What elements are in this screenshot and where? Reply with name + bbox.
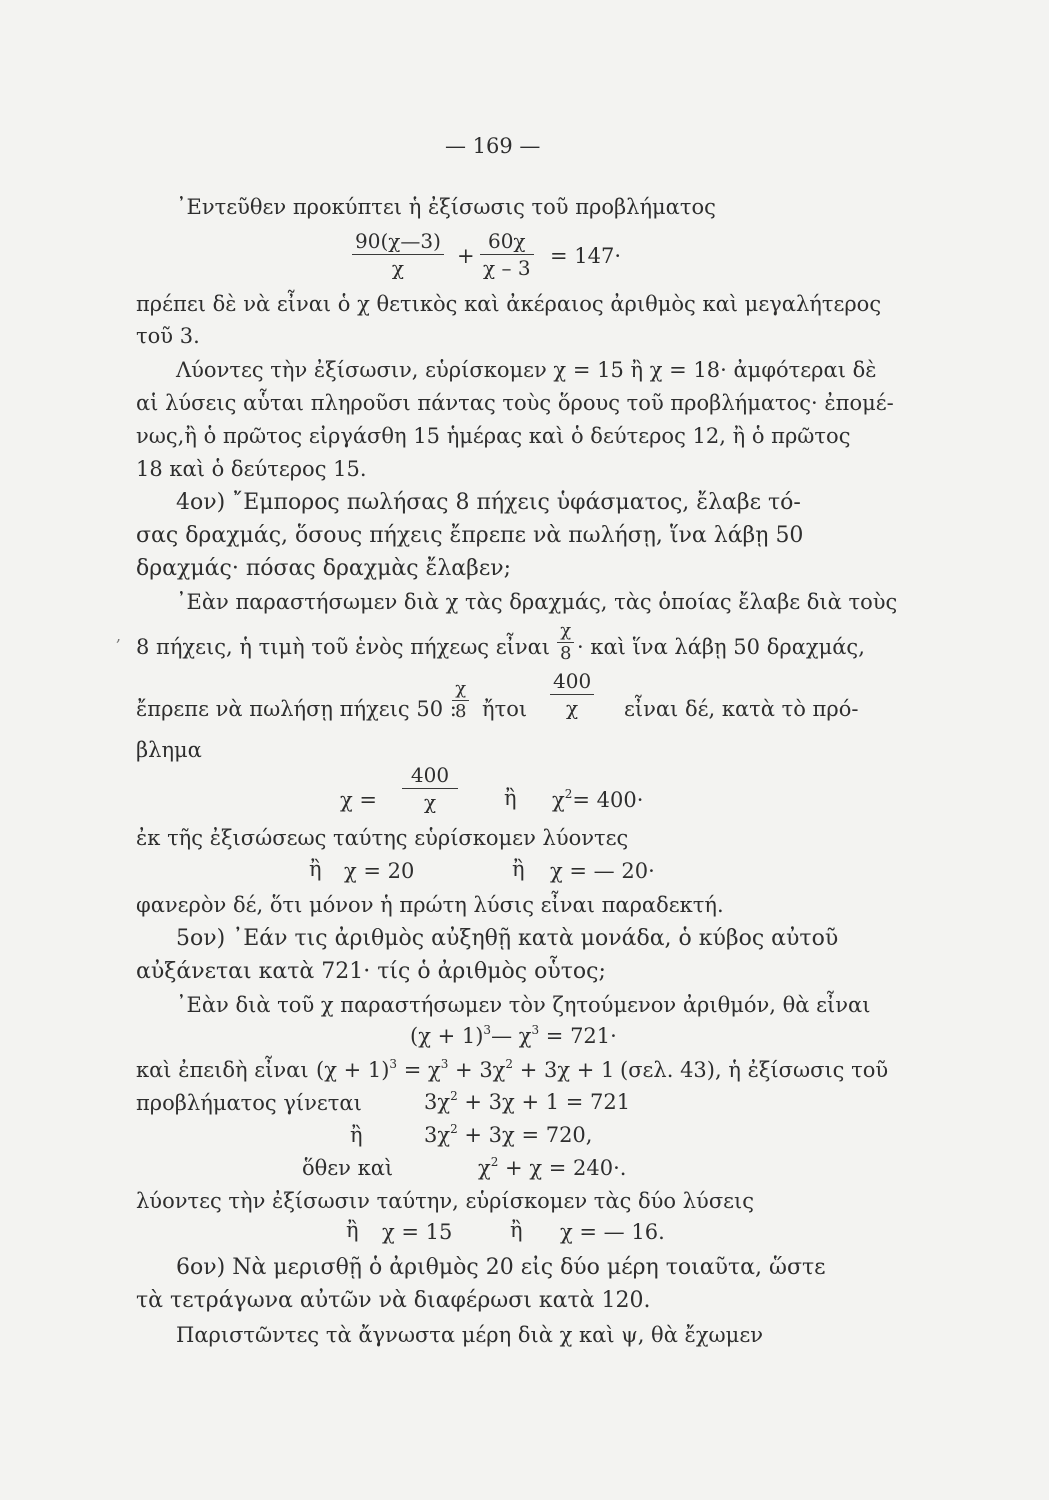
fraction [402,764,458,813]
text-line: 8 πήχεις, ἡ τιμὴ τοῦ ἑνὸς πήχεως εἶναι [136,635,551,659]
text-line: βλημα [136,738,202,762]
exponent: 3 [483,1023,492,1037]
text-line: ὅθεν καὶ [302,1156,394,1180]
text-line: (σελ. 43), ἡ ἐξίσωσις τοῦ [620,1058,889,1082]
variable: χ [552,788,565,812]
text-line: προβλήματος γίνεται [136,1091,362,1115]
denominator: χ [423,790,437,814]
or-word: ἢ [346,1218,359,1242]
fraction [452,680,469,721]
problem-heading: 5ον) ᾿Εάν τις ἀριθμὸς αὐξηθῇ κατὰ μονάδα, ὁ κύβος αὐτοῦ [176,926,839,951]
equation-term: (χ + 1) [410,1024,484,1048]
text-line: Λύοντες τὴν ἐξίσωσιν, εὑρίσκομεν χ = 15 ἢ χ = 18· ἀμφότεραι δὲ [176,358,877,382]
text-line: καὶ ἐπειδὴ εἶναι [136,1058,309,1082]
solution: χ = — 20· [550,859,655,883]
text-line: ᾿Εὰν διὰ τοῦ χ παραστήσωμεν τὸν ζητούμενον ἀριθμόν, θὰ εἶναι [176,993,871,1017]
denominator: 8 [560,643,572,664]
exponent: 3 [531,1023,540,1037]
text-line: νως,ἢ ὁ πρῶτος εἰργάσθη 15 ἡμέρας καὶ ὁ δεύτερος 12, ἢ ὁ πρῶτος [136,424,851,448]
denominator: χ [391,256,405,280]
solution: χ = 15 [382,1220,453,1244]
equation-term: (χ + 1) [316,1058,390,1082]
equation-term: + 3χ + 1 = 721 [457,1090,631,1114]
or-word: ἢ [510,1218,523,1242]
text-line: πρέπει δὲ νὰ εἶναι ὁ χ θετικὸς καὶ ἀκέραιος ἀριθμὸς καὶ μεγαλήτερος [136,292,882,316]
margin-mark: , [116,626,122,645]
text-line: 18 καὶ ὁ δεύτερος 15. [136,457,367,481]
numerator: 400 [410,763,450,787]
denominator: χ – 3 [483,256,531,280]
text-line: σας δραχμάς, ὅσους πήχεις ἔπρεπε νὰ πωλήσῃ, ἵνα λάβῃ 50 [136,523,804,548]
page-number: — 169 — [445,134,541,158]
text-line: Παριστῶντες τὰ ἄγνωστα μέρη διὰ χ καὶ ψ, θὰ ἔχωμεν [176,1323,763,1347]
text-line: λύοντες τὴν ἐξίσωσιν ταύτην, εὑρίσκομεν τὰς δύο λύσεις [136,1189,755,1213]
numerator: 60χ [487,229,526,253]
equation [424,1123,592,1147]
equation-term: + 3χ + 1 [513,1058,615,1082]
text-line: ἐκ τῆς ἐξισώσεως ταύτης εὑρίσκομεν λύοντες [136,826,629,850]
plus-sign: + [457,244,475,268]
text-line: εἶναι δέ, κατὰ τὸ πρό- [624,697,859,721]
numerator: χ [560,620,572,641]
text-line: αὐξάνεται κατὰ 721· τίς ὁ ἀριθμὸς οὗτος; [136,959,606,984]
equation-lhs: χ = [340,788,377,812]
exponent: 2 [505,1057,514,1071]
numerator: χ [455,678,467,699]
exponent: 3 [440,1057,449,1071]
text-line: φανερὸν δέ, ὅτι μόνον ἡ πρώτη λύσις εἶναι παραδεκτή. [136,893,724,917]
text-line: αἱ λύσεις αὗται πληροῦσι πάντας τοὺς ὅρους τοῦ προβλήματος· ἐπομέ- [136,391,894,415]
equation-term: + χ = 240·. [498,1156,627,1180]
or-word: ἢ [350,1123,363,1147]
fraction [550,670,594,719]
text-line: ᾿Εντεῦθεν προκύπτει ἡ ἐξίσωσις τοῦ προβλήματος [176,195,716,219]
equation-term: = 721· [545,1024,617,1048]
text-line: ἤτοι [482,697,528,721]
equation-rhs: = 147· [550,244,622,268]
equation [424,1090,630,1114]
exponent: 2 [450,1122,458,1136]
fraction [557,622,574,663]
equation [316,1058,614,1082]
text-line: τοῦ 3. [136,324,200,348]
equation-term: — χ [491,1024,532,1048]
denominator: χ [566,696,579,720]
exponent: 2 [564,787,573,801]
equation-term: χ [478,1156,491,1180]
denominator: 8 [455,701,467,722]
exponent: 2 [490,1155,499,1169]
equation-rhs: = 400· [572,788,644,812]
problem-heading: 6ον) Νὰ μερισθῇ ὁ ἀριθμὸς 20 εἰς δύο μέρη τοιαῦτα, ὥστε [176,1255,826,1280]
exponent: 3 [389,1057,398,1071]
fraction [480,230,534,279]
text-line: δραχμάς· πόσας δραχμὰς ἔλαβεν; [136,556,512,581]
exponent: 2 [450,1089,458,1103]
equation-term: = χ [397,1058,441,1082]
equation-term: 3χ [424,1090,451,1114]
solution: χ = 20 [344,859,415,883]
text-line: · καὶ ἵνα λάβῃ 50 δραχμάς, [577,635,865,659]
solution: χ = — 16. [560,1220,665,1244]
numerator: 400 [553,669,592,693]
problem-heading: 4ον) ῎Εμπορος πωλήσας 8 πήχεις ὑφάσματος, ἔλαβε τό- [176,490,801,515]
equation [552,788,643,812]
text-line: τὰ τετράγωνα αὐτῶν νὰ διαφέρωσι κατὰ 120. [136,1288,651,1313]
numerator: 90(χ—3) [355,229,441,253]
text-line: ᾿Εὰν παραστήσωμεν διὰ χ τὰς δραχμάς, τὰς ὁποίας ἔλαβε διὰ τοὺς [176,590,898,614]
equation-term: 3χ [424,1123,451,1147]
or-word: ἢ [512,857,525,881]
equation [410,1024,617,1048]
equation-term: + 3χ [448,1058,506,1082]
equation [478,1156,626,1180]
equation-term: + 3χ = 720, [457,1123,593,1147]
fraction [352,230,444,279]
or-word: ἢ [309,857,322,881]
text-line: ἔπρεπε νὰ πωλήσῃ πήχεις 50 : [136,697,457,721]
or-word: ἢ [504,786,517,810]
